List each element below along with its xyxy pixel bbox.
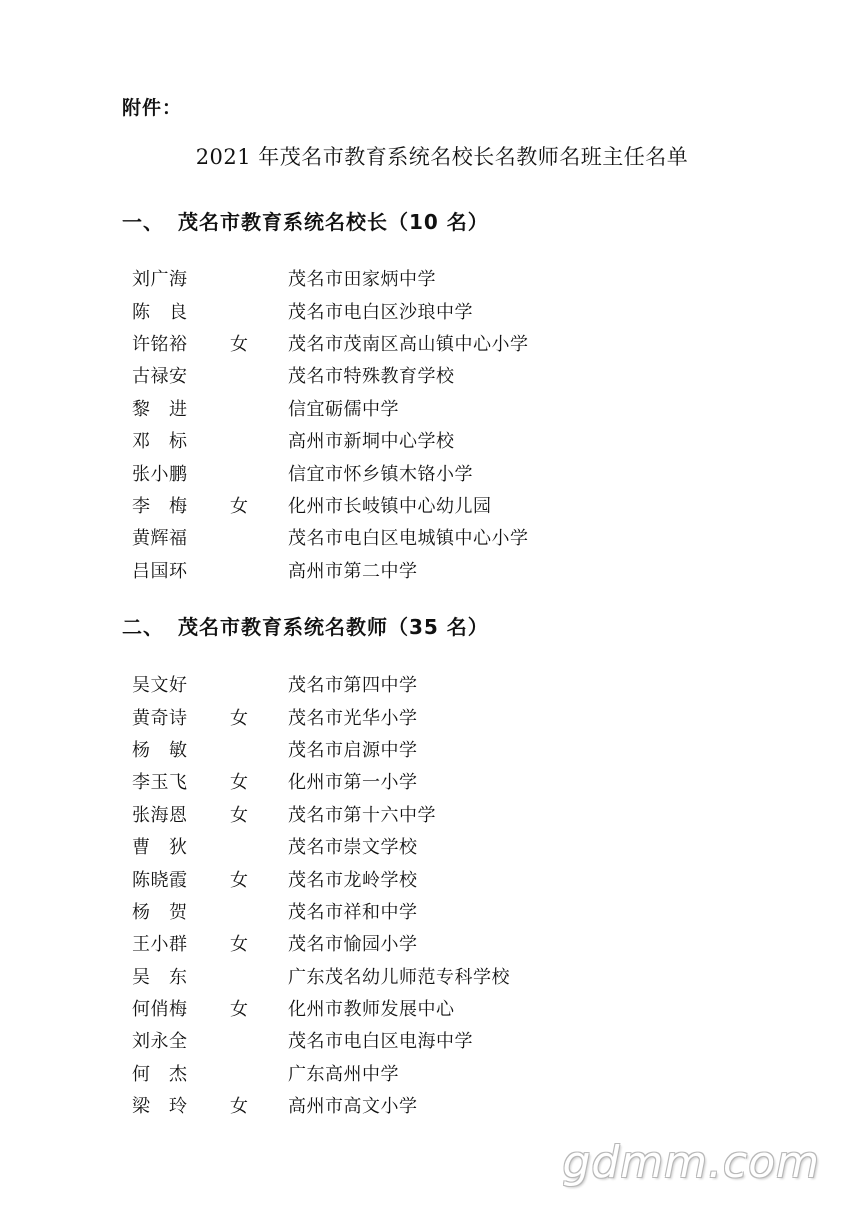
list-item <box>132 1024 510 1056</box>
list-item <box>132 521 529 553</box>
person-gender: 女 <box>230 707 248 729</box>
person-name: 刘广海 <box>132 269 188 291</box>
school-name: 茂名市愉园小学 <box>288 934 418 956</box>
school-name: 茂名市电白区沙琅中学 <box>288 301 473 323</box>
document-title: 2021 年茂名市教育系统名校长名教师名班主任名单 <box>195 145 689 169</box>
school-name: 广东茂名幼儿师范专科学校 <box>288 966 510 988</box>
list-item <box>132 798 510 830</box>
person-name: 吴文好 <box>132 675 188 697</box>
person-name: 梁 玲 <box>132 1096 188 1118</box>
list-item <box>132 700 510 732</box>
list-item <box>132 1057 510 1089</box>
person-name: 李 梅 <box>132 495 188 517</box>
list-item <box>132 489 529 521</box>
list-item <box>132 392 529 424</box>
list-item <box>132 424 529 456</box>
list-item <box>132 733 510 765</box>
list-item <box>132 456 529 488</box>
list-item <box>132 668 510 700</box>
list-item <box>132 294 529 326</box>
person-gender: 女 <box>230 869 248 891</box>
attachment-label: 附件： <box>122 97 183 119</box>
person-name: 黎 进 <box>132 398 188 420</box>
person-name: 陈晓霞 <box>132 869 188 891</box>
list-item <box>132 262 529 294</box>
person-gender: 女 <box>230 495 248 517</box>
school-name: 茂名市电白区电海中学 <box>288 1031 473 1053</box>
school-name: 茂名市祥和中学 <box>288 901 418 923</box>
list-item <box>132 1089 510 1121</box>
person-name: 刘永全 <box>132 1031 188 1053</box>
school-name: 高州市第二中学 <box>288 560 418 582</box>
person-name: 张小鹏 <box>132 463 188 485</box>
list-item <box>132 327 529 359</box>
school-name: 化州市第一小学 <box>288 772 418 794</box>
school-name: 茂名市特殊教育学校 <box>288 366 455 388</box>
section-number: 一、 <box>122 210 164 234</box>
teacher-list <box>132 668 510 1121</box>
person-name: 杨 贺 <box>132 901 188 923</box>
list-item <box>132 895 510 927</box>
school-name: 高州市高文小学 <box>288 1096 418 1118</box>
section-number: 二、 <box>122 615 164 639</box>
school-name: 茂名市光华小学 <box>288 707 418 729</box>
person-name: 吕国环 <box>132 560 188 582</box>
person-gender: 女 <box>230 999 248 1021</box>
school-name: 茂名市田家炳中学 <box>288 269 436 291</box>
person-name: 黄奇诗 <box>132 707 188 729</box>
person-name: 何俏梅 <box>132 999 188 1021</box>
person-name: 古禄安 <box>132 366 188 388</box>
list-item <box>132 554 529 586</box>
list-item <box>132 862 510 894</box>
school-name: 信宜市怀乡镇木铬小学 <box>288 463 473 485</box>
person-name: 何 杰 <box>132 1063 188 1085</box>
person-gender: 女 <box>230 333 248 355</box>
section-heading-teachers <box>122 611 489 640</box>
school-name: 广东高州中学 <box>288 1063 399 1085</box>
person-name: 杨 敏 <box>132 739 188 761</box>
person-name: 李玉飞 <box>132 772 188 794</box>
person-gender: 女 <box>230 934 248 956</box>
person-name: 王小群 <box>132 934 188 956</box>
school-name: 化州市长岐镇中心幼儿园 <box>288 495 492 517</box>
school-name: 茂名市龙岭学校 <box>288 869 418 891</box>
list-item <box>132 359 529 391</box>
person-gender: 女 <box>230 772 248 794</box>
school-name: 茂名市启源中学 <box>288 739 418 761</box>
section-title: 茂名市教育系统名教师（35 名） <box>178 615 489 639</box>
school-name: 茂名市茂南区高山镇中心小学 <box>288 333 529 355</box>
watermark-logo: gdmm.com <box>562 1137 820 1188</box>
person-name: 曹 狄 <box>132 837 188 859</box>
person-gender: 女 <box>230 804 248 826</box>
list-item <box>132 960 510 992</box>
person-name: 黄辉福 <box>132 528 188 550</box>
school-name: 信宜砺儒中学 <box>288 398 399 420</box>
school-name: 茂名市第四中学 <box>288 675 418 697</box>
list-item <box>132 992 510 1024</box>
school-name: 化州市教师发展中心 <box>288 999 455 1021</box>
list-item <box>132 927 510 959</box>
principal-list <box>132 262 529 586</box>
person-name: 吴 东 <box>132 966 188 988</box>
school-name: 茂名市第十六中学 <box>288 804 436 826</box>
section-title: 茂名市教育系统名校长（10 名） <box>178 210 489 234</box>
person-name: 邓 标 <box>132 431 188 453</box>
school-name: 茂名市崇文学校 <box>288 837 418 859</box>
list-item <box>132 830 510 862</box>
school-name: 高州市新垌中心学校 <box>288 431 455 453</box>
person-name: 许铭裕 <box>132 333 188 355</box>
school-name: 茂名市电白区电城镇中心小学 <box>288 528 529 550</box>
section-heading-principals <box>122 206 489 235</box>
list-item <box>132 765 510 797</box>
person-name: 陈 良 <box>132 301 188 323</box>
person-gender: 女 <box>230 1096 248 1118</box>
person-name: 张海恩 <box>132 804 188 826</box>
